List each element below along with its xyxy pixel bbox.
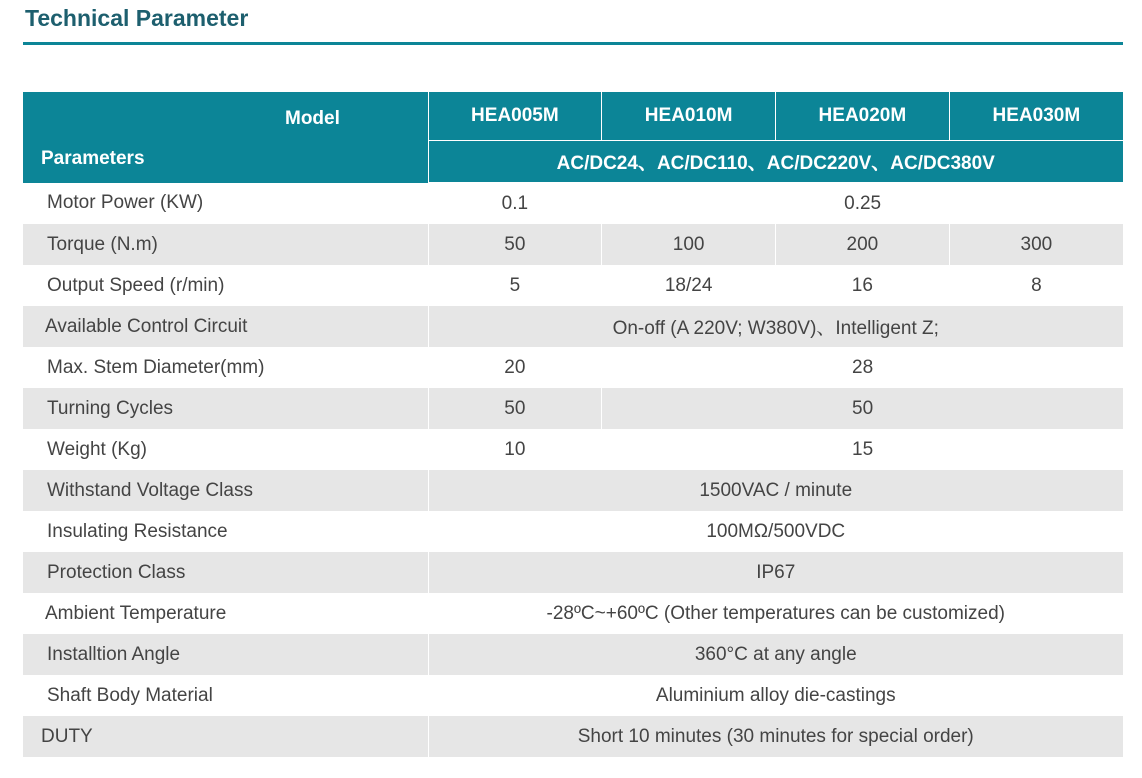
table-row bbox=[23, 511, 1123, 552]
parameter-value: 360°C at any angle bbox=[428, 634, 1123, 675]
table-row bbox=[23, 183, 1123, 225]
parameter-value: On-off (A 220V; W380V)、Intelligent Z; bbox=[428, 306, 1123, 347]
parameter-label: Weight (Kg) bbox=[23, 429, 428, 470]
table-row bbox=[23, 470, 1123, 511]
table-body bbox=[23, 183, 1123, 758]
parameter-label: Ambient Temperature bbox=[23, 593, 428, 634]
header-parameters-label: Parameters bbox=[41, 147, 145, 169]
header-model-label: Model bbox=[285, 107, 340, 129]
parameter-value: 50 bbox=[428, 388, 602, 429]
parameter-value: 15 bbox=[602, 429, 1123, 470]
title-divider bbox=[23, 42, 1123, 45]
parameter-label: Shaft Body Material bbox=[23, 675, 428, 716]
parameter-value: 10 bbox=[428, 429, 602, 470]
parameter-label: DUTY bbox=[23, 716, 428, 757]
table-row bbox=[23, 347, 1123, 388]
parameter-value: Short 10 minutes (30 minutes for special order) bbox=[428, 716, 1123, 757]
parameter-value: 100 bbox=[602, 224, 776, 265]
parameter-value: 100MΩ/500VDC bbox=[428, 511, 1123, 552]
voltage-header: AC/DC24、AC/DC110、AC/DC220V、AC/DC380V bbox=[428, 141, 1123, 183]
table-row bbox=[23, 593, 1123, 634]
table-row bbox=[23, 675, 1123, 716]
parameter-label: Motor Power (KW) bbox=[23, 183, 428, 225]
table-row bbox=[23, 265, 1123, 306]
table-row bbox=[23, 388, 1123, 429]
parameter-value: Aluminium alloy die-castings bbox=[428, 675, 1123, 716]
parameter-value: IP67 bbox=[428, 552, 1123, 593]
parameter-value: 8 bbox=[949, 265, 1123, 306]
parameter-value: 0.25 bbox=[602, 183, 1123, 225]
parameter-value: 20 bbox=[428, 347, 602, 388]
parameter-value: 0.1 bbox=[428, 183, 602, 225]
table-row bbox=[23, 429, 1123, 470]
parameter-label: Installtion Angle bbox=[23, 634, 428, 675]
model-header-hea020m: HEA020M bbox=[776, 92, 950, 141]
parameter-label: Withstand Voltage Class bbox=[23, 470, 428, 511]
parameter-label: Insulating Resistance bbox=[23, 511, 428, 552]
model-header-hea030m: HEA030M bbox=[949, 92, 1123, 141]
parameter-label: Max. Stem Diameter(mm) bbox=[23, 347, 428, 388]
parameter-value: 200 bbox=[776, 224, 950, 265]
table-row bbox=[23, 552, 1123, 593]
model-header-hea010m: HEA010M bbox=[602, 92, 776, 141]
parameter-label: Output Speed (r/min) bbox=[23, 265, 428, 306]
table-row bbox=[23, 224, 1123, 265]
parameter-value: 1500VAC / minute bbox=[428, 470, 1123, 511]
parameter-label: Turning Cycles bbox=[23, 388, 428, 429]
parameter-label: Torque (N.m) bbox=[23, 224, 428, 265]
parameter-label: Protection Class bbox=[23, 552, 428, 593]
parameter-value: 16 bbox=[776, 265, 950, 306]
table-row bbox=[23, 716, 1123, 757]
parameter-value: 28 bbox=[602, 347, 1123, 388]
technical-parameter-table bbox=[23, 92, 1123, 757]
model-header-hea005m: HEA005M bbox=[428, 92, 602, 141]
parameter-value: 5 bbox=[428, 265, 602, 306]
parameter-value: -28ºC~+60ºC (Other temperatures can be customized) bbox=[428, 593, 1123, 634]
table-row bbox=[23, 306, 1123, 347]
parameter-value: 50 bbox=[602, 388, 1123, 429]
header-corner-cell bbox=[23, 92, 428, 183]
parameter-value: 50 bbox=[428, 224, 602, 265]
section-title: Technical Parameter bbox=[25, 5, 249, 31]
table-row bbox=[23, 634, 1123, 675]
parameter-label: Available Control Circuit bbox=[23, 306, 428, 347]
parameter-value: 300 bbox=[949, 224, 1123, 265]
parameter-value: 18/24 bbox=[602, 265, 776, 306]
